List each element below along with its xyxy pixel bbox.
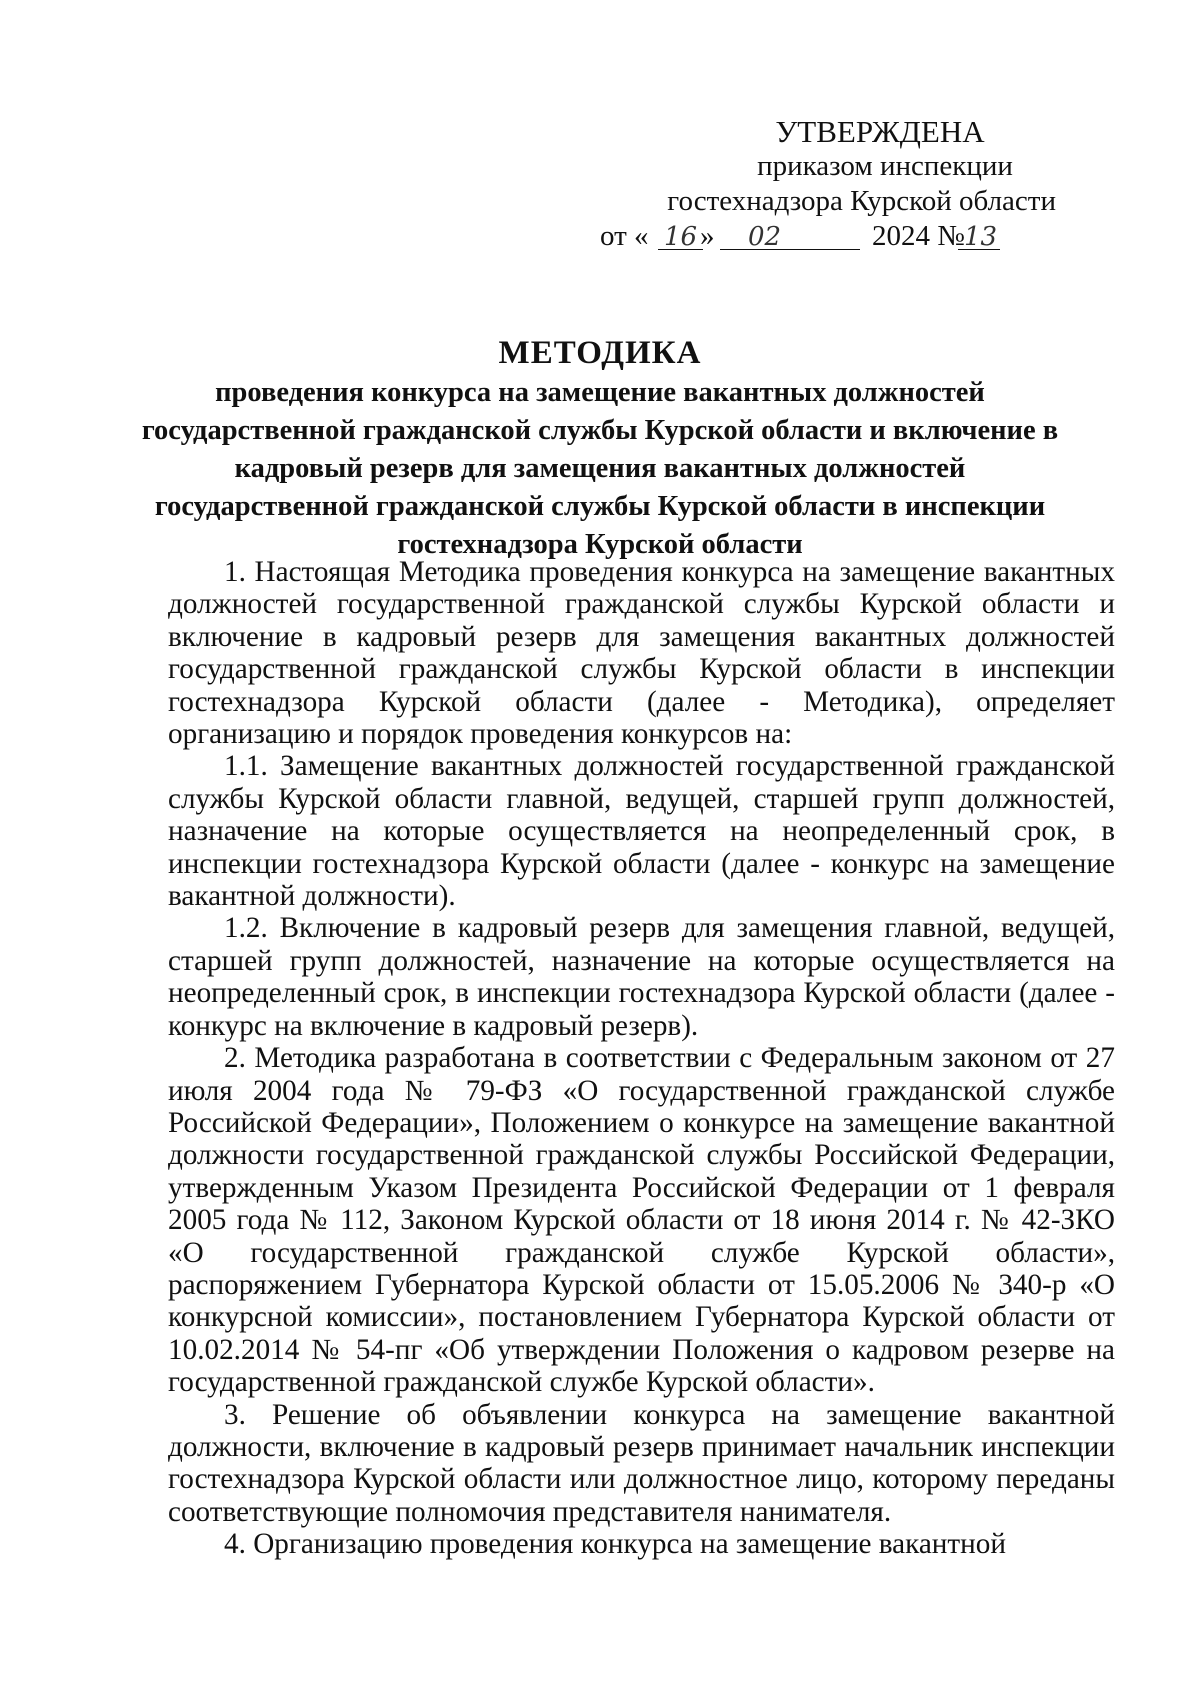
paragraph-3: 3. Решение об объявлении конкурса на замещение вакантной должности, включение в кадровый резерв принимает начальник инспекции гостехнадзора Курской области или должностное лицо, которому переданы соответствующие полномочия представителя нанимателя. xyxy=(168,1398,1115,1528)
paragraph-2: 2. Методика разработана в соответствии с Федеральным законом от 27 июля 2004 года № 79-ФЗ «О государственной гражданской службе Российской Федерации», Положением о конкурсе на замещение вакантной должности государственной гражданской службы Российской Федерации, утвержденным Указом Президента Российской Федерации от 1 февраля 2005 года № 112, Законом Курской области от 18 июня 2014 г. № 42-ЗКО «О государственной гражданской службе Курской области», распоряжением Губернатора Курской области от 15.05.2006 № 340-р «О конкурсной комиссии», постановлением Губернатора Курской области от 10.02.2014 № 54-пг «Об утверждении Положения о кадровом резерве на государственной гражданской службе Курской области». xyxy=(168,1042,1115,1399)
date-year-number-label: 2024 № xyxy=(872,220,965,252)
paragraph-1-1: 1.1. Замещение вакантных должностей государственной гражданской службы Курской области главной, ведущей, старшей групп должностей, назначение на которые осуществляется на неопределенный срок, в инспекции гостехнадзора Курской области (далее - конкурс на замещение вакантной должности). xyxy=(168,750,1115,913)
date-day-field xyxy=(658,219,703,250)
title-subtitle: проведения конкурса на замещение вакантных должностей государственной гражданской службы Курской области и включение в кадровый резерв для замещения вакантных должностей государственной гражданской службы Курской области в инспекции гостехнадзора Курской области xyxy=(141,377,1059,560)
date-prefix: от « xyxy=(600,220,649,252)
approval-line-org: гостехнадзора Курской области xyxy=(667,185,1056,217)
approval-block xyxy=(600,114,1080,255)
approval-title: УТВЕРЖДЕНА xyxy=(775,114,985,149)
document-body xyxy=(168,556,1115,1561)
date-month-field xyxy=(720,219,860,250)
document-title xyxy=(140,332,1060,564)
paragraph-1: 1. Настоящая Методика проведения конкурса на замещение вакантных должностей государственной гражданской службы Курской области и включение в кадровый резерв для замещения вакантных должностей государственной гражданской службы Курской области в инспекции гостехнадзора Курской области (далее - Методика), определяет организацию и порядок проведения конкурсов на: xyxy=(168,556,1115,751)
order-number-handwritten: 13 xyxy=(964,222,998,252)
approval-line-order: приказом инспекции xyxy=(757,150,1013,182)
paragraph-1-2: 1.2. Включение в кадровый резерв для замещения главной, ведущей, старшей групп должностей, назначение на которые осуществляется на неопределенный срок, в инспекции гостехнадзора Курской области (далее - конкурс на включение в кадровый резерв). xyxy=(168,912,1115,1042)
date-day-handwritten: 16 xyxy=(664,222,698,252)
approval-date-line xyxy=(600,219,1080,255)
order-number-field xyxy=(958,219,1000,250)
date-mid: » xyxy=(700,220,715,252)
date-month-handwritten: 02 xyxy=(748,222,782,252)
title-main: МЕТОДИКА xyxy=(498,335,702,371)
paragraph-4: 4. Организацию проведения конкурса на замещение вакантной xyxy=(224,1528,1006,1561)
